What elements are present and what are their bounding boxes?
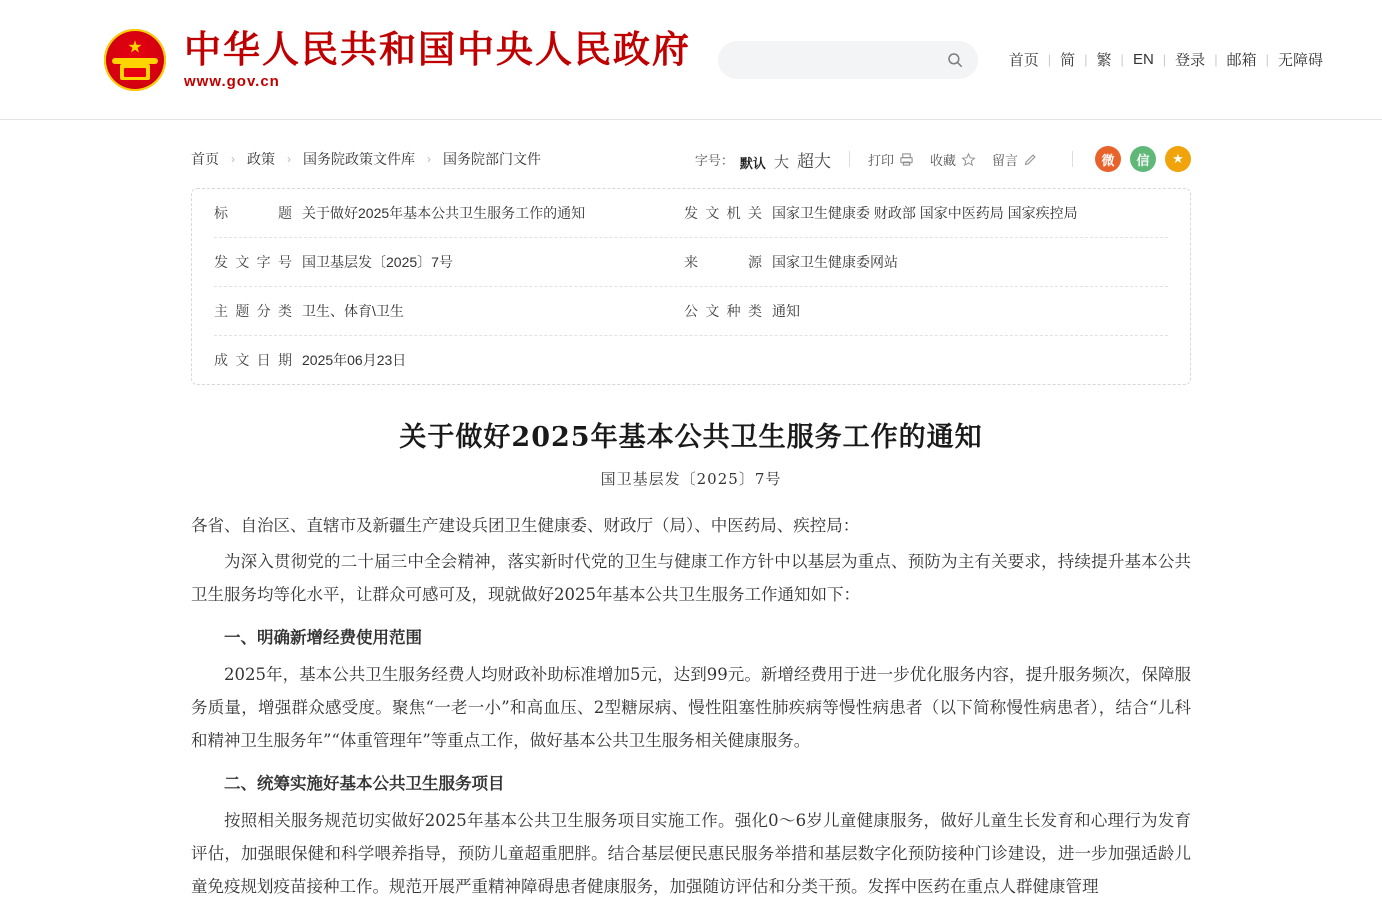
chevron-right-icon: ›: [287, 152, 291, 166]
meta-cell-document-type: [684, 301, 1168, 321]
social-share-group: [1095, 146, 1191, 172]
table-row: [214, 336, 1168, 384]
fontsize-label: 字号：: [694, 152, 734, 168]
printer-icon: [899, 152, 914, 167]
header-link-mail[interactable]: 邮箱: [1226, 52, 1257, 69]
header-link-english[interactable]: EN: [1132, 51, 1154, 68]
breadcrumb: [191, 149, 541, 169]
site-title: 中华人民共和国中央人民政府: [184, 26, 691, 71]
chevron-right-icon: ›: [427, 152, 431, 166]
meta-value: 通知: [772, 303, 800, 319]
chevron-right-icon: ›: [231, 152, 235, 166]
meta-key: 公文种类: [684, 303, 762, 319]
meta-cell-issuing-agency: [684, 203, 1168, 223]
meta-key: 发文机关: [684, 205, 762, 221]
favorite-icon[interactable]: ★: [1165, 146, 1191, 172]
meta-cell-source: [684, 252, 1168, 272]
site-brand[interactable]: [104, 26, 691, 91]
meta-key: 主题分类: [214, 303, 292, 319]
pencil-icon: [1023, 152, 1038, 167]
breadcrumb-toolbar-row: [191, 142, 1191, 176]
meta-value: 卫生、体育\卫生: [302, 303, 404, 319]
fontsize-default[interactable]: 默认: [739, 155, 766, 171]
header-right: [718, 41, 1332, 79]
header-links: [1000, 49, 1332, 70]
meta-value: 国卫基层发〔2025〕7号: [302, 254, 453, 270]
article-paragraph: 2025年，基本公共卫生服务经费人均财政补助标准增加5元，达到99元。新增经费用于进一步优化服务内容，提升服务频次，保障服务质量，增强群众感受度。聚焦“一老一小”和高血压、2型糖尿病、慢性阻塞性肺疾病等慢性病患者（以下简称慢性病患者），结合“儿科和精神卫生服务年”“体重管理年”等重点工作，做好基本公共卫生服务相关健康服务。: [191, 665, 1191, 750]
meta-key: 标 题: [214, 205, 292, 221]
meta-value: 国家卫生健康委网站: [772, 254, 898, 270]
article-paragraph: 各省、自治区、直辖市及新疆生产建设兵团卫生健康委、财政厅（局）、中医药局、疾控局：: [191, 516, 860, 535]
toolbar-divider: [849, 151, 850, 167]
document-meta-table: [191, 188, 1191, 385]
table-row: [214, 189, 1168, 238]
meta-value: 国家卫生健康委 财政部 国家中医药局 国家疾控局: [772, 205, 1078, 221]
header-link-separator: |: [1084, 52, 1088, 67]
header-link-separator: |: [1214, 52, 1218, 67]
emblem-gate: [120, 64, 150, 80]
header-link-login[interactable]: 登录: [1175, 52, 1206, 69]
meta-key: 发文字号: [214, 254, 292, 270]
site-domain: www.gov.cn: [184, 73, 280, 91]
page-title: 关于做好2025年基本公共卫生服务工作的通知: [399, 422, 983, 453]
header-link-separator: |: [1047, 52, 1052, 67]
search-icon[interactable]: [946, 51, 964, 69]
print-button[interactable]: [868, 150, 914, 169]
meta-key: 成文日期: [214, 352, 292, 368]
comment-button[interactable]: [992, 150, 1038, 169]
meta-key: 来 源: [684, 254, 762, 270]
header-link-separator: |: [1265, 52, 1269, 67]
article-section-heading: 一、明确新增经费使用范围: [224, 628, 422, 647]
breadcrumb-item-home[interactable]: 首页: [191, 151, 219, 167]
meta-cell-title: [214, 203, 684, 223]
site-header: [0, 0, 1382, 120]
document-number: 国卫基层发〔2025〕7号: [600, 470, 782, 488]
comment-label: 留言: [991, 152, 1018, 168]
table-row: [214, 287, 1168, 336]
meta-cell-topic-category: [214, 301, 684, 321]
meta-cell-document-number: [214, 252, 684, 272]
search-box[interactable]: [718, 41, 978, 79]
emblem-ears: [112, 58, 158, 64]
breadcrumb-item-department-documents[interactable]: 国务院部门文件: [443, 151, 541, 167]
article-toolbar: [695, 146, 1191, 172]
header-link-traditional[interactable]: 繁: [1096, 52, 1112, 69]
header-link-separator: |: [1162, 52, 1167, 67]
article-body: [191, 509, 1191, 903]
header-link-accessibility[interactable]: 无障碍: [1277, 52, 1323, 69]
toolbar-divider: [1072, 151, 1073, 167]
favorite-label: 收藏: [929, 152, 956, 168]
fontsize-extra-large[interactable]: 超大: [796, 151, 831, 171]
header-link-simplified[interactable]: 简: [1060, 52, 1076, 69]
meta-value: 2025年06月23日: [302, 352, 407, 368]
page-container: [191, 120, 1191, 903]
star-icon: [961, 152, 976, 167]
meta-cell-issue-date: [214, 350, 684, 370]
fontsize-options: [740, 147, 831, 172]
article-section-heading: 二、统筹实施好基本公共卫生服务项目: [224, 774, 505, 793]
print-label: 打印: [867, 152, 894, 168]
article-paragraph: 按照相关服务规范切实做好2025年基本公共卫生服务项目实施工作。强化0～6岁儿童健康服务，做好儿童生长发育和心理行为发育评估，加强眼保健和科学喂养指导，预防儿童超重肥胖。结合基层便民惠民服务举措和基层数字化预防接种门诊建设，进一步加强适龄儿童免疫规划疫苗接种工作。规范开展严重精神障碍患者健康服务，加强随访评估和分类干预。发挥中医药在重点人群健康管理: [191, 811, 1191, 896]
national-emblem-icon: [104, 29, 166, 91]
brand-text: [184, 26, 691, 91]
breadcrumb-item-policy[interactable]: 政策: [247, 151, 275, 167]
emblem-star: ★: [127, 37, 143, 57]
wechat-icon[interactable]: 信: [1130, 146, 1156, 172]
search-input[interactable]: [732, 51, 946, 68]
favorite-button[interactable]: [930, 150, 976, 169]
meta-value: 关于做好2025年基本公共卫生服务工作的通知: [302, 205, 586, 221]
table-row: [214, 238, 1168, 287]
article-paragraph: 为深入贯彻党的二十届三中全会精神，落实新时代党的卫生与健康工作方针中以基层为重点、预防为主有关要求，持续提升基本公共卫生服务均等化水平，让群众可感可及，现就做好2025年基本公共卫生服务工作通知如下：: [191, 552, 1191, 604]
weibo-icon[interactable]: 微: [1095, 146, 1121, 172]
breadcrumb-item-policy-library[interactable]: 国务院政策文件库: [303, 151, 415, 167]
header-link-home[interactable]: 首页: [1008, 52, 1039, 69]
header-link-separator: |: [1120, 52, 1124, 67]
fontsize-large[interactable]: 大: [773, 153, 789, 171]
